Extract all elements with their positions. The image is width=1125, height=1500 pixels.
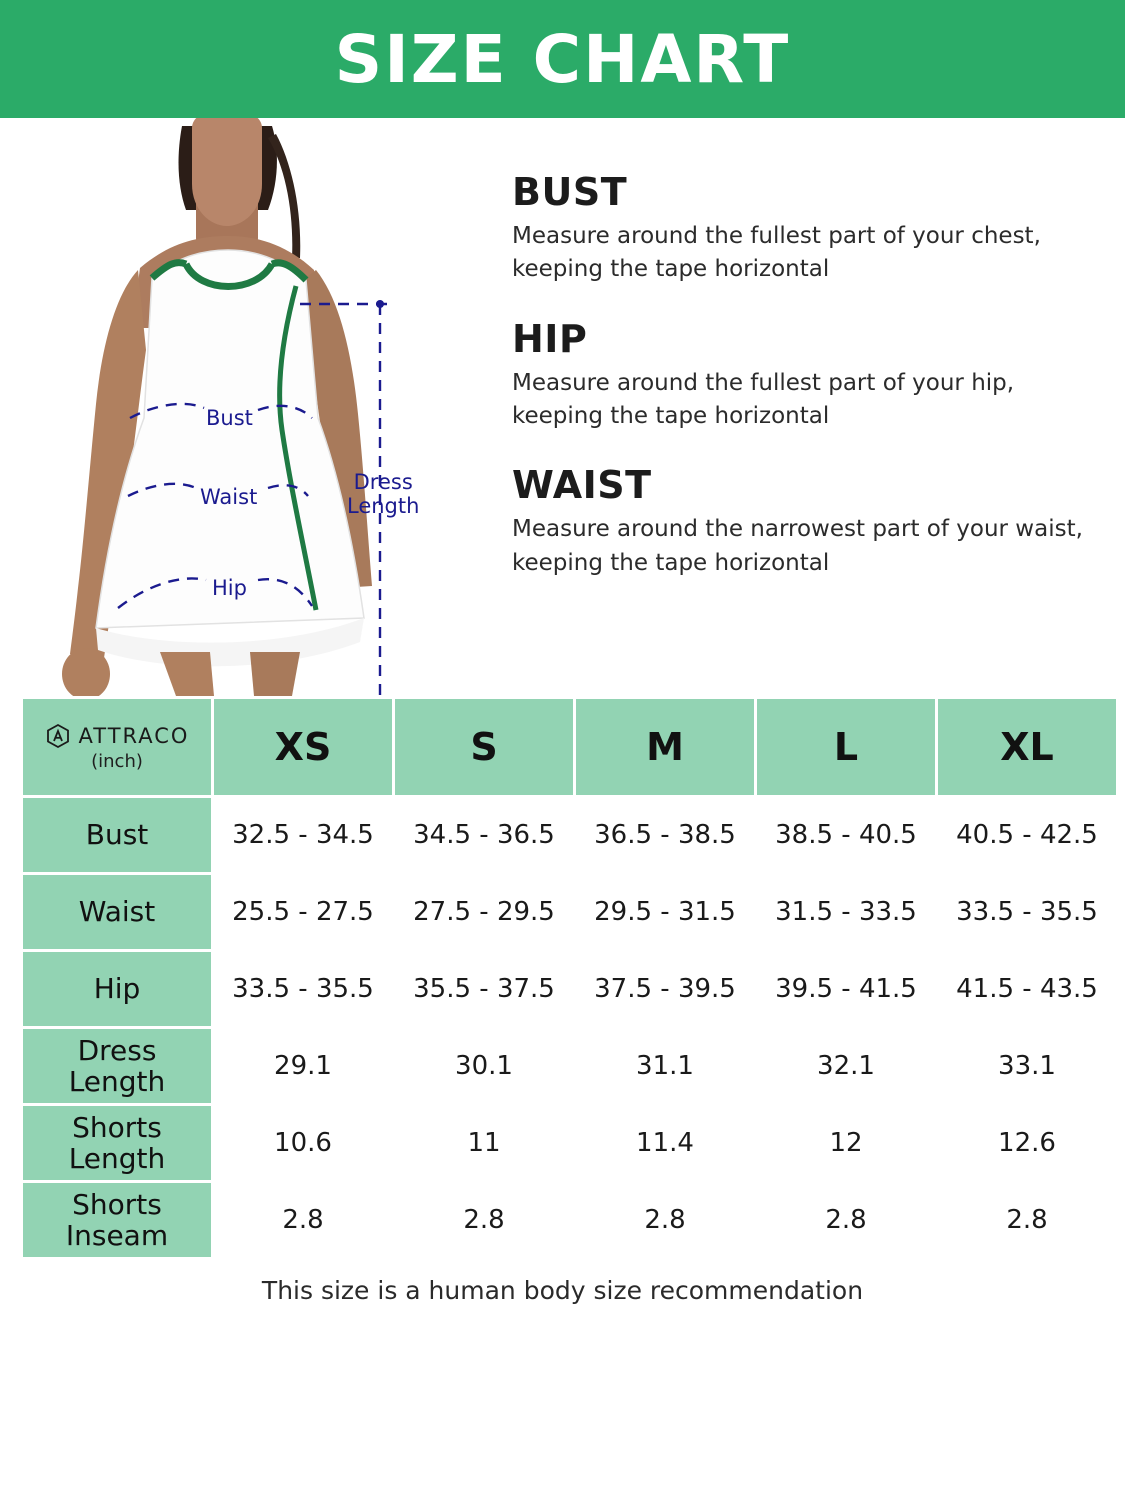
cell-waist-l: 31.5 - 33.5 <box>757 875 935 949</box>
column-header-s: S <box>395 699 573 795</box>
cell-hip-xs: 33.5 - 35.5 <box>214 952 392 1026</box>
cell-shorts-inseam-s: 2.8 <box>395 1183 573 1257</box>
label-dress-length-line1: Dress <box>353 470 413 494</box>
cell-waist-m: 29.5 - 31.5 <box>576 875 754 949</box>
cell-waist-xl: 33.5 - 35.5 <box>938 875 1116 949</box>
size-table <box>20 696 1119 1260</box>
row-label-hip: Hip <box>23 952 211 1026</box>
row-label-shorts-inseam-line1: Shorts <box>72 1187 162 1221</box>
attraco-logo-icon <box>45 723 71 749</box>
brand-name: ATTRACO <box>78 723 190 748</box>
column-header-xs: XS <box>214 699 392 795</box>
label-dress-length-line2: Length <box>347 494 420 519</box>
row-label-bust: Bust <box>23 798 211 872</box>
cell-hip-s: 35.5 - 37.5 <box>395 952 573 1026</box>
row-label-shorts-length-line1: Shorts <box>72 1110 162 1144</box>
label-dress-length <box>347 470 419 518</box>
instruction-hip <box>512 317 1095 434</box>
cell-shorts-length-xl: 12.6 <box>938 1106 1116 1180</box>
size-table-wrapper <box>0 696 1125 1305</box>
footnote: This size is a human body size recommendation <box>261 1276 864 1305</box>
cell-shorts-length-m: 11.4 <box>576 1106 754 1180</box>
label-waist: Waist <box>200 485 258 509</box>
instruction-bust <box>512 170 1095 287</box>
label-hip: Hip <box>212 576 247 600</box>
cell-shorts-inseam-xs: 2.8 <box>214 1183 392 1257</box>
cell-dress-length-l: 32.1 <box>757 1029 935 1103</box>
table-row <box>23 798 1116 872</box>
row-label-shorts-length-line2: Length <box>68 1142 166 1175</box>
cell-hip-xl: 41.5 - 43.5 <box>938 952 1116 1026</box>
cell-hip-l: 39.5 - 41.5 <box>757 952 935 1026</box>
row-label-shorts-inseam <box>23 1183 211 1257</box>
column-header-m: M <box>576 699 754 795</box>
cell-dress-length-s: 30.1 <box>395 1029 573 1103</box>
brand-cell <box>23 699 211 795</box>
row-label-waist: Waist <box>23 875 211 949</box>
instruction-waist-title: WAIST <box>512 463 652 508</box>
cell-bust-xs: 32.5 - 34.5 <box>214 798 392 872</box>
row-label-shorts-length <box>23 1106 211 1180</box>
instruction-bust-title: BUST <box>512 170 628 214</box>
cell-waist-xs: 25.5 - 27.5 <box>214 875 392 949</box>
cell-waist-s: 27.5 - 29.5 <box>395 875 573 949</box>
header-banner <box>0 0 1125 118</box>
measurement-instructions <box>470 118 1125 696</box>
cell-hip-m: 37.5 - 39.5 <box>576 952 754 1026</box>
cell-dress-length-m: 31.1 <box>576 1029 754 1103</box>
label-bust: Bust <box>206 406 253 430</box>
instruction-waist-desc: Measure around the narrowest part of your waist, keeping the tape horizontal <box>512 516 1083 576</box>
row-label-dress-length-line1: Dress <box>77 1033 157 1067</box>
row-label-dress-length-line2: Length <box>68 1065 166 1098</box>
cell-dress-length-xl: 33.1 <box>938 1029 1116 1103</box>
instruction-waist <box>512 463 1095 580</box>
table-row <box>23 875 1116 949</box>
instruction-hip-desc: Measure around the fullest part of your hip, keeping the tape horizontal <box>512 369 1015 430</box>
instruction-hip-title: HIP <box>512 316 588 361</box>
page-title: SIZE CHART <box>334 20 791 98</box>
table-row <box>23 1106 1116 1180</box>
cell-shorts-inseam-m: 2.8 <box>576 1183 754 1257</box>
cell-bust-m: 36.5 - 38.5 <box>576 798 754 872</box>
cell-dress-length-xs: 29.1 <box>214 1029 392 1103</box>
cell-bust-s: 34.5 - 36.5 <box>395 798 573 872</box>
cell-bust-xl: 40.5 - 42.5 <box>938 798 1116 872</box>
cell-bust-l: 38.5 - 40.5 <box>757 798 935 872</box>
cell-shorts-length-s: 11 <box>395 1106 573 1180</box>
cell-shorts-inseam-xl: 2.8 <box>938 1183 1116 1257</box>
column-header-xl: XL <box>938 699 1116 795</box>
table-row <box>23 952 1116 1026</box>
top-section <box>0 118 1125 696</box>
table-header-row <box>23 699 1116 795</box>
unit-label: (inch) <box>91 750 143 772</box>
cell-shorts-length-xs: 10.6 <box>214 1106 392 1180</box>
row-label-dress-length <box>23 1029 211 1103</box>
instruction-bust-desc: Measure around the fullest part of your chest, keeping the tape horizontal <box>512 223 1041 283</box>
table-row <box>23 1183 1116 1257</box>
cell-shorts-length-l: 12 <box>757 1106 935 1180</box>
cell-shorts-inseam-l: 2.8 <box>757 1183 935 1257</box>
column-header-l: L <box>757 699 935 795</box>
row-label-shorts-inseam-line2: Inseam <box>65 1219 169 1252</box>
model-figure <box>0 118 470 696</box>
table-row <box>23 1029 1116 1103</box>
